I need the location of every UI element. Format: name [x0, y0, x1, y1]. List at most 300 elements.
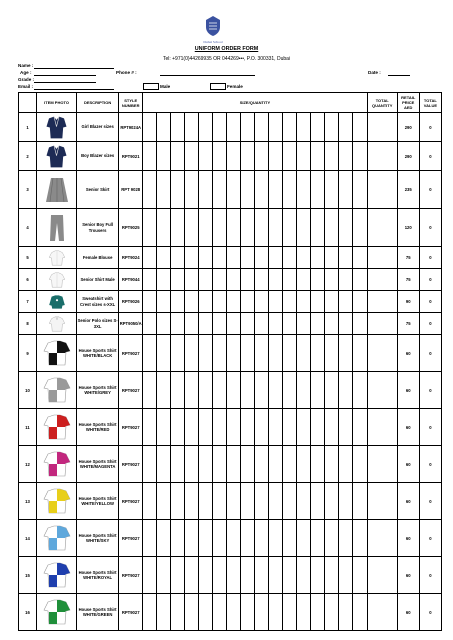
size-quantity-cell[interactable] — [143, 291, 157, 313]
size-quantity-cell[interactable] — [171, 142, 185, 171]
total-quantity-cell[interactable] — [367, 209, 397, 247]
name-field[interactable] — [34, 68, 114, 69]
size-quantity-cell[interactable] — [297, 209, 311, 247]
style-number: RPT9027 — [119, 335, 143, 372]
size-quantity-cell[interactable] — [339, 313, 353, 335]
size-quantity-cell[interactable] — [227, 557, 241, 594]
size-quantity-cell[interactable] — [283, 269, 297, 291]
size-quantity-cell[interactable] — [143, 520, 157, 557]
size-quantity-cell[interactable] — [325, 594, 339, 631]
size-quantity-cell[interactable] — [311, 483, 325, 520]
size-quantity-cell[interactable] — [199, 335, 213, 372]
size-quantity-cell[interactable] — [171, 372, 185, 409]
size-quantity-cell[interactable] — [185, 446, 199, 483]
size-quantity-cell[interactable] — [325, 269, 339, 291]
row-number: 11 — [19, 409, 37, 446]
size-quantity-cell[interactable] — [339, 520, 353, 557]
size-quantity-cell[interactable] — [157, 209, 171, 247]
size-quantity-cell[interactable] — [213, 372, 227, 409]
size-quantity-cell[interactable] — [241, 269, 255, 291]
size-quantity-cell[interactable] — [157, 446, 171, 483]
size-quantity-cell[interactable] — [171, 113, 185, 142]
size-quantity-cell[interactable] — [283, 335, 297, 372]
size-quantity-cell[interactable] — [213, 594, 227, 631]
size-quantity-cell[interactable] — [339, 594, 353, 631]
size-quantity-cell[interactable] — [255, 446, 269, 483]
size-quantity-cell[interactable] — [339, 372, 353, 409]
size-quantity-cell[interactable] — [241, 446, 255, 483]
size-quantity-cell[interactable] — [255, 313, 269, 335]
size-quantity-cell[interactable] — [157, 291, 171, 313]
size-quantity-cell[interactable] — [283, 142, 297, 171]
size-quantity-cell[interactable] — [353, 409, 367, 446]
size-quantity-cell[interactable] — [311, 335, 325, 372]
size-quantity-cell[interactable] — [241, 520, 255, 557]
size-quantity-cell[interactable] — [199, 142, 213, 171]
size-quantity-cell[interactable] — [297, 113, 311, 142]
size-quantity-cell[interactable] — [227, 291, 241, 313]
size-quantity-cell[interactable] — [199, 483, 213, 520]
size-quantity-cell[interactable] — [255, 269, 269, 291]
size-quantity-cell[interactable] — [213, 409, 227, 446]
size-quantity-cell[interactable] — [325, 335, 339, 372]
size-quantity-cell[interactable] — [339, 113, 353, 142]
size-quantity-cell[interactable] — [255, 247, 269, 269]
size-quantity-cell[interactable] — [353, 483, 367, 520]
size-quantity-cell[interactable] — [269, 520, 283, 557]
size-quantity-cell[interactable] — [185, 372, 199, 409]
size-quantity-cell[interactable] — [185, 247, 199, 269]
total-value: 0 — [419, 335, 441, 372]
size-quantity-cell[interactable] — [199, 247, 213, 269]
size-quantity-cell[interactable] — [255, 372, 269, 409]
size-quantity-cell[interactable] — [325, 483, 339, 520]
size-quantity-cell[interactable] — [311, 557, 325, 594]
total-quantity-cell[interactable] — [367, 594, 397, 631]
size-quantity-cell[interactable] — [269, 142, 283, 171]
total-quantity-cell[interactable] — [367, 291, 397, 313]
size-quantity-cell[interactable] — [353, 171, 367, 209]
size-quantity-cell[interactable] — [283, 594, 297, 631]
size-quantity-cell[interactable] — [185, 483, 199, 520]
size-quantity-cell[interactable] — [213, 269, 227, 291]
size-quantity-cell[interactable] — [227, 313, 241, 335]
phone-field[interactable] — [160, 75, 255, 76]
row-number: 3 — [19, 171, 37, 209]
size-quantity-cell[interactable] — [157, 409, 171, 446]
size-quantity-cell[interactable] — [311, 209, 325, 247]
size-quantity-cell[interactable] — [283, 247, 297, 269]
size-quantity-cell[interactable] — [171, 520, 185, 557]
size-quantity-cell[interactable] — [297, 247, 311, 269]
size-quantity-cell[interactable] — [297, 291, 311, 313]
size-quantity-cell[interactable] — [311, 372, 325, 409]
row-number: 16 — [19, 594, 37, 631]
size-quantity-cell[interactable] — [353, 142, 367, 171]
size-quantity-cell[interactable] — [143, 372, 157, 409]
size-quantity-cell[interactable] — [255, 335, 269, 372]
size-quantity-cell[interactable] — [143, 483, 157, 520]
size-quantity-cell[interactable] — [199, 209, 213, 247]
size-quantity-cell[interactable] — [297, 557, 311, 594]
size-quantity-cell[interactable] — [199, 313, 213, 335]
size-quantity-cell[interactable] — [241, 142, 255, 171]
size-quantity-cell[interactable] — [227, 171, 241, 209]
total-quantity-cell[interactable] — [367, 113, 397, 142]
size-quantity-cell[interactable] — [157, 557, 171, 594]
total-quantity-cell[interactable] — [367, 247, 397, 269]
size-quantity-cell[interactable] — [213, 557, 227, 594]
total-value: 0 — [419, 446, 441, 483]
age-label: Age : — [20, 70, 32, 75]
size-quantity-cell[interactable] — [297, 446, 311, 483]
size-quantity-cell[interactable] — [297, 171, 311, 209]
size-quantity-cell[interactable] — [213, 483, 227, 520]
size-quantity-cell[interactable] — [227, 209, 241, 247]
size-quantity-cell[interactable] — [269, 372, 283, 409]
size-quantity-cell[interactable] — [213, 520, 227, 557]
total-quantity-cell[interactable] — [367, 142, 397, 171]
size-quantity-cell[interactable] — [255, 557, 269, 594]
size-quantity-cell[interactable] — [199, 269, 213, 291]
date-field[interactable] — [388, 75, 410, 76]
size-quantity-cell[interactable] — [297, 313, 311, 335]
size-quantity-cell[interactable] — [199, 594, 213, 631]
size-quantity-cell[interactable] — [143, 269, 157, 291]
size-quantity-cell[interactable] — [353, 113, 367, 142]
size-quantity-cell[interactable] — [297, 372, 311, 409]
size-quantity-cell[interactable] — [171, 557, 185, 594]
size-quantity-cell[interactable] — [325, 446, 339, 483]
size-quantity-cell[interactable] — [297, 594, 311, 631]
size-quantity-cell[interactable] — [283, 483, 297, 520]
size-quantity-cell[interactable] — [339, 247, 353, 269]
size-quantity-cell[interactable] — [213, 209, 227, 247]
item-description: House Sports Shirt WHITE/GREEN — [77, 594, 119, 631]
size-quantity-cell[interactable] — [297, 335, 311, 372]
size-quantity-cell[interactable] — [157, 247, 171, 269]
size-quantity-cell[interactable] — [213, 313, 227, 335]
size-quantity-cell[interactable] — [227, 335, 241, 372]
size-quantity-cell[interactable] — [339, 335, 353, 372]
size-quantity-cell[interactable] — [269, 209, 283, 247]
retail-price: 290 — [397, 142, 419, 171]
size-quantity-cell[interactable] — [269, 171, 283, 209]
size-quantity-cell[interactable] — [213, 247, 227, 269]
item-description: House Sports Shirt WHITE/RED — [77, 409, 119, 446]
size-quantity-cell[interactable] — [255, 291, 269, 313]
garment-icon — [48, 249, 66, 267]
size-quantity-cell[interactable] — [255, 142, 269, 171]
size-quantity-cell[interactable] — [185, 520, 199, 557]
size-quantity-cell[interactable] — [339, 171, 353, 209]
size-quantity-cell[interactable] — [311, 113, 325, 142]
size-quantity-cell[interactable] — [241, 313, 255, 335]
total-quantity-cell[interactable] — [367, 446, 397, 483]
size-quantity-cell[interactable] — [339, 269, 353, 291]
size-quantity-cell[interactable] — [353, 594, 367, 631]
size-quantity-cell[interactable] — [143, 247, 157, 269]
size-quantity-cell[interactable] — [325, 557, 339, 594]
size-quantity-cell[interactable] — [213, 291, 227, 313]
email-field[interactable] — [34, 89, 114, 90]
size-quantity-cell[interactable] — [283, 409, 297, 446]
size-quantity-cell[interactable] — [227, 247, 241, 269]
size-quantity-cell[interactable] — [157, 269, 171, 291]
total-quantity-cell[interactable] — [367, 335, 397, 372]
size-quantity-cell[interactable] — [325, 113, 339, 142]
size-quantity-cell[interactable] — [241, 372, 255, 409]
size-quantity-cell[interactable] — [157, 483, 171, 520]
size-quantity-cell[interactable] — [297, 269, 311, 291]
size-quantity-cell[interactable] — [199, 520, 213, 557]
size-quantity-cell[interactable] — [185, 594, 199, 631]
size-quantity-cell[interactable] — [213, 171, 227, 209]
size-quantity-cell[interactable] — [241, 335, 255, 372]
size-quantity-cell[interactable] — [143, 446, 157, 483]
size-quantity-cell[interactable] — [185, 269, 199, 291]
size-quantity-cell[interactable] — [171, 247, 185, 269]
size-quantity-cell[interactable] — [157, 142, 171, 171]
size-quantity-cell[interactable] — [157, 113, 171, 142]
size-quantity-cell[interactable] — [213, 335, 227, 372]
size-quantity-cell[interactable] — [199, 446, 213, 483]
size-quantity-cell[interactable] — [353, 335, 367, 372]
size-quantity-cell[interactable] — [199, 557, 213, 594]
size-quantity-cell[interactable] — [325, 520, 339, 557]
size-quantity-cell[interactable] — [297, 520, 311, 557]
size-quantity-cell[interactable] — [157, 335, 171, 372]
size-quantity-cell[interactable] — [311, 247, 325, 269]
size-quantity-cell[interactable] — [283, 446, 297, 483]
size-quantity-cell[interactable] — [143, 209, 157, 247]
size-quantity-cell[interactable] — [353, 372, 367, 409]
size-quantity-cell[interactable] — [213, 142, 227, 171]
size-quantity-cell[interactable] — [269, 291, 283, 313]
size-quantity-cell[interactable] — [241, 409, 255, 446]
size-quantity-cell[interactable] — [185, 142, 199, 171]
size-quantity-cell[interactable] — [143, 171, 157, 209]
size-quantity-cell[interactable] — [353, 313, 367, 335]
size-quantity-cell[interactable] — [227, 483, 241, 520]
size-quantity-cell[interactable] — [297, 409, 311, 446]
size-quantity-cell[interactable] — [255, 409, 269, 446]
male-checkbox[interactable] — [143, 83, 159, 90]
size-quantity-cell[interactable] — [311, 313, 325, 335]
size-quantity-cell[interactable] — [255, 594, 269, 631]
size-quantity-cell[interactable] — [311, 269, 325, 291]
size-quantity-cell[interactable] — [297, 483, 311, 520]
size-quantity-cell[interactable] — [269, 409, 283, 446]
total-quantity-cell[interactable] — [367, 483, 397, 520]
size-quantity-cell[interactable] — [269, 247, 283, 269]
size-quantity-cell[interactable] — [311, 594, 325, 631]
size-quantity-cell[interactable] — [325, 171, 339, 209]
size-quantity-cell[interactable] — [283, 291, 297, 313]
size-quantity-cell[interactable] — [325, 372, 339, 409]
size-quantity-cell[interactable] — [185, 335, 199, 372]
size-quantity-cell[interactable] — [283, 520, 297, 557]
size-quantity-cell[interactable] — [227, 409, 241, 446]
size-quantity-cell[interactable] — [171, 446, 185, 483]
size-quantity-cell[interactable] — [339, 209, 353, 247]
style-number: RPT9050/A — [119, 313, 143, 335]
size-quantity-cell[interactable] — [199, 409, 213, 446]
grade-field[interactable] — [34, 82, 96, 83]
size-quantity-cell[interactable] — [227, 113, 241, 142]
size-quantity-cell[interactable] — [297, 142, 311, 171]
size-quantity-cell[interactable] — [213, 113, 227, 142]
size-quantity-cell[interactable] — [185, 313, 199, 335]
size-quantity-cell[interactable] — [157, 313, 171, 335]
size-quantity-cell[interactable] — [241, 247, 255, 269]
size-quantity-cell[interactable] — [185, 171, 199, 209]
size-quantity-cell[interactable] — [283, 372, 297, 409]
size-quantity-cell[interactable] — [241, 483, 255, 520]
size-quantity-cell[interactable] — [283, 113, 297, 142]
size-quantity-cell[interactable] — [185, 291, 199, 313]
size-quantity-cell[interactable] — [241, 291, 255, 313]
total-quantity-cell[interactable] — [367, 372, 397, 409]
total-value: 0 — [419, 409, 441, 446]
item-photo — [37, 409, 77, 446]
size-quantity-cell[interactable] — [143, 142, 157, 171]
size-quantity-cell[interactable] — [353, 209, 367, 247]
size-quantity-cell[interactable] — [199, 171, 213, 209]
total-value: 0 — [419, 313, 441, 335]
total-quantity-cell[interactable] — [367, 313, 397, 335]
size-quantity-cell[interactable] — [143, 335, 157, 372]
size-quantity-cell[interactable] — [325, 247, 339, 269]
size-quantity-cell[interactable] — [269, 446, 283, 483]
size-quantity-cell[interactable] — [311, 409, 325, 446]
item-description: Sweatshirt with Crest sizes s-XXL — [77, 291, 119, 313]
size-quantity-cell[interactable] — [241, 209, 255, 247]
item-photo — [37, 335, 77, 372]
size-quantity-cell[interactable] — [311, 291, 325, 313]
size-quantity-cell[interactable] — [269, 483, 283, 520]
size-quantity-cell[interactable] — [269, 557, 283, 594]
size-quantity-cell[interactable] — [171, 594, 185, 631]
size-quantity-cell[interactable] — [143, 557, 157, 594]
size-quantity-cell[interactable] — [227, 446, 241, 483]
size-quantity-cell[interactable] — [325, 142, 339, 171]
size-quantity-cell[interactable] — [143, 594, 157, 631]
size-quantity-cell[interactable] — [241, 557, 255, 594]
size-quantity-cell[interactable] — [353, 520, 367, 557]
size-quantity-cell[interactable] — [325, 313, 339, 335]
size-quantity-cell[interactable] — [283, 313, 297, 335]
size-quantity-cell[interactable] — [185, 557, 199, 594]
size-quantity-cell[interactable] — [143, 113, 157, 142]
size-quantity-cell[interactable] — [213, 446, 227, 483]
size-quantity-cell[interactable] — [227, 269, 241, 291]
age-field[interactable] — [34, 75, 96, 76]
size-quantity-cell[interactable] — [241, 113, 255, 142]
size-quantity-cell[interactable] — [157, 520, 171, 557]
size-quantity-cell[interactable] — [339, 291, 353, 313]
size-quantity-cell[interactable] — [171, 335, 185, 372]
total-quantity-cell[interactable] — [367, 269, 397, 291]
size-quantity-cell[interactable] — [157, 372, 171, 409]
size-quantity-cell[interactable] — [185, 113, 199, 142]
size-quantity-cell[interactable] — [171, 291, 185, 313]
female-checkbox[interactable] — [210, 83, 226, 90]
size-quantity-cell[interactable] — [199, 372, 213, 409]
size-quantity-cell[interactable] — [171, 171, 185, 209]
size-quantity-cell[interactable] — [157, 171, 171, 209]
table-row — [19, 520, 442, 557]
size-quantity-cell[interactable] — [227, 520, 241, 557]
size-quantity-cell[interactable] — [199, 113, 213, 142]
size-quantity-cell[interactable] — [171, 409, 185, 446]
size-quantity-cell[interactable] — [269, 269, 283, 291]
size-quantity-cell[interactable] — [171, 269, 185, 291]
size-quantity-cell[interactable] — [325, 291, 339, 313]
row-number: 13 — [19, 483, 37, 520]
size-quantity-cell[interactable] — [255, 483, 269, 520]
size-quantity-cell[interactable] — [311, 142, 325, 171]
size-quantity-cell[interactable] — [283, 171, 297, 209]
size-quantity-cell[interactable] — [143, 313, 157, 335]
total-quantity-cell[interactable] — [367, 409, 397, 446]
size-quantity-cell[interactable] — [227, 372, 241, 409]
size-quantity-cell[interactable] — [255, 171, 269, 209]
size-quantity-cell[interactable] — [269, 335, 283, 372]
size-quantity-cell[interactable] — [143, 409, 157, 446]
size-quantity-cell[interactable] — [255, 520, 269, 557]
size-quantity-cell[interactable] — [171, 209, 185, 247]
size-quantity-cell[interactable] — [269, 594, 283, 631]
size-quantity-cell[interactable] — [339, 142, 353, 171]
size-quantity-cell[interactable] — [269, 113, 283, 142]
size-quantity-cell[interactable] — [339, 557, 353, 594]
size-quantity-cell[interactable] — [185, 409, 199, 446]
size-quantity-cell[interactable] — [339, 409, 353, 446]
size-quantity-cell[interactable] — [311, 520, 325, 557]
size-quantity-cell[interactable] — [171, 313, 185, 335]
size-quantity-cell[interactable] — [325, 409, 339, 446]
total-quantity-cell[interactable] — [367, 171, 397, 209]
size-quantity-cell[interactable] — [227, 594, 241, 631]
size-quantity-cell[interactable] — [353, 247, 367, 269]
size-quantity-cell[interactable] — [339, 446, 353, 483]
size-quantity-cell[interactable] — [311, 446, 325, 483]
table-row — [19, 557, 442, 594]
size-quantity-cell[interactable] — [311, 171, 325, 209]
size-quantity-cell[interactable] — [325, 209, 339, 247]
size-quantity-cell[interactable] — [241, 594, 255, 631]
size-quantity-cell[interactable] — [339, 483, 353, 520]
size-quantity-cell[interactable] — [283, 557, 297, 594]
size-quantity-cell[interactable] — [241, 171, 255, 209]
size-quantity-cell[interactable] — [185, 209, 199, 247]
size-quantity-cell[interactable] — [255, 113, 269, 142]
size-quantity-cell[interactable] — [227, 142, 241, 171]
total-quantity-cell[interactable] — [367, 557, 397, 594]
size-quantity-cell[interactable] — [353, 269, 367, 291]
size-quantity-cell[interactable] — [199, 291, 213, 313]
size-quantity-cell[interactable] — [157, 594, 171, 631]
total-quantity-cell[interactable] — [367, 520, 397, 557]
size-quantity-cell[interactable] — [171, 483, 185, 520]
size-quantity-cell[interactable] — [353, 291, 367, 313]
size-quantity-cell[interactable] — [283, 209, 297, 247]
size-quantity-cell[interactable] — [269, 313, 283, 335]
size-quantity-cell[interactable] — [353, 446, 367, 483]
size-quantity-cell[interactable] — [255, 209, 269, 247]
size-quantity-cell[interactable] — [353, 557, 367, 594]
